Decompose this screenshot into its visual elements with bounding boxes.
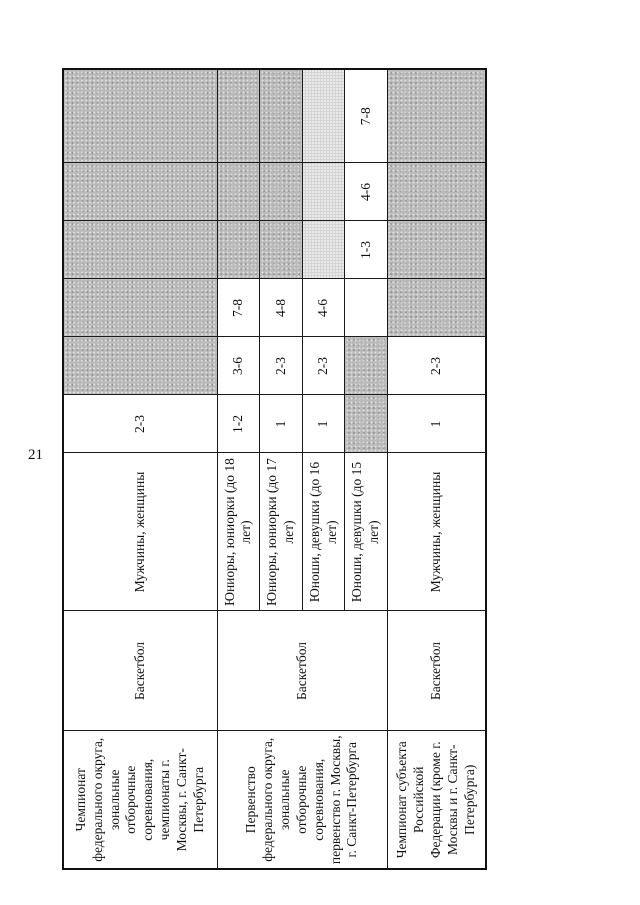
- place-cell: [63, 69, 217, 163]
- sport-cell: Баскетбол: [387, 611, 486, 731]
- place-cell: 2-3: [260, 337, 303, 395]
- place-cell: [260, 69, 303, 163]
- competition-cell: Первенство федерального округа, зональные отборочные соревнования, первенство г. Москвы, г. Санкт-Петербурга: [217, 731, 387, 869]
- place-cell: [302, 163, 345, 221]
- group-cell: Мужчины, женщины: [387, 453, 486, 611]
- place-cell: [387, 163, 486, 221]
- place-cell: [217, 163, 260, 221]
- group-cell: Мужчины, женщины: [63, 453, 217, 611]
- place-cell: 7-8: [345, 69, 388, 163]
- place-cell: [260, 221, 303, 279]
- place-cell: [387, 221, 486, 279]
- place-cell: [345, 337, 388, 395]
- sport-cell: Баскетбол: [217, 611, 387, 731]
- place-cell: [302, 221, 345, 279]
- place-cell: [302, 69, 345, 163]
- place-cell: 1: [302, 395, 345, 453]
- sport-cell: Баскетбол: [63, 611, 217, 731]
- place-cell: [217, 221, 260, 279]
- places-table: [62, 68, 487, 870]
- place-cell: 7-8: [217, 279, 260, 337]
- place-cell: 1: [260, 395, 303, 453]
- group-cell: Юниоры, юниорки (до 18 лет): [217, 453, 260, 611]
- place-cell: [260, 163, 303, 221]
- competition-cell: Чемпионат федерального округа, зональные отборочные соревнования, чемпионаты г. Москвы, г. Санкт-Петербурга: [63, 731, 217, 869]
- place-cell: [63, 279, 217, 337]
- place-cell: [345, 279, 388, 337]
- place-cell: [387, 69, 486, 163]
- place-cell: [63, 221, 217, 279]
- table-row: [217, 69, 260, 869]
- place-cell: 4-8: [260, 279, 303, 337]
- place-cell: 2-3: [302, 337, 345, 395]
- place-cell: 4-6: [345, 163, 388, 221]
- place-cell: [63, 337, 217, 395]
- place-cell: 4-6: [302, 279, 345, 337]
- place-cell: 2-3: [387, 337, 486, 395]
- place-cell: [387, 279, 486, 337]
- competition-cell: Чемпионат субъекта Российской Федерации (кроме г. Москвы и г. Санкт-Петербурга): [387, 731, 486, 869]
- place-cell: [345, 395, 388, 453]
- page-number: 21: [28, 447, 43, 463]
- place-cell: 2-3: [63, 395, 217, 453]
- group-cell: Юниоры, юниорки (до 17 лет): [260, 453, 303, 611]
- group-cell: Юноши, девушки (до 16 лет): [302, 453, 345, 611]
- rotated-table-container: [62, 70, 487, 870]
- place-cell: 1: [387, 395, 486, 453]
- group-cell: Юноши, девушки (до 15 лет): [345, 453, 388, 611]
- place-cell: [63, 163, 217, 221]
- place-cell: 3-6: [217, 337, 260, 395]
- table-row: [387, 69, 486, 869]
- place-cell: [217, 69, 260, 163]
- place-cell: 1-2: [217, 395, 260, 453]
- place-cell: 1-3: [345, 221, 388, 279]
- table-row: [63, 69, 217, 869]
